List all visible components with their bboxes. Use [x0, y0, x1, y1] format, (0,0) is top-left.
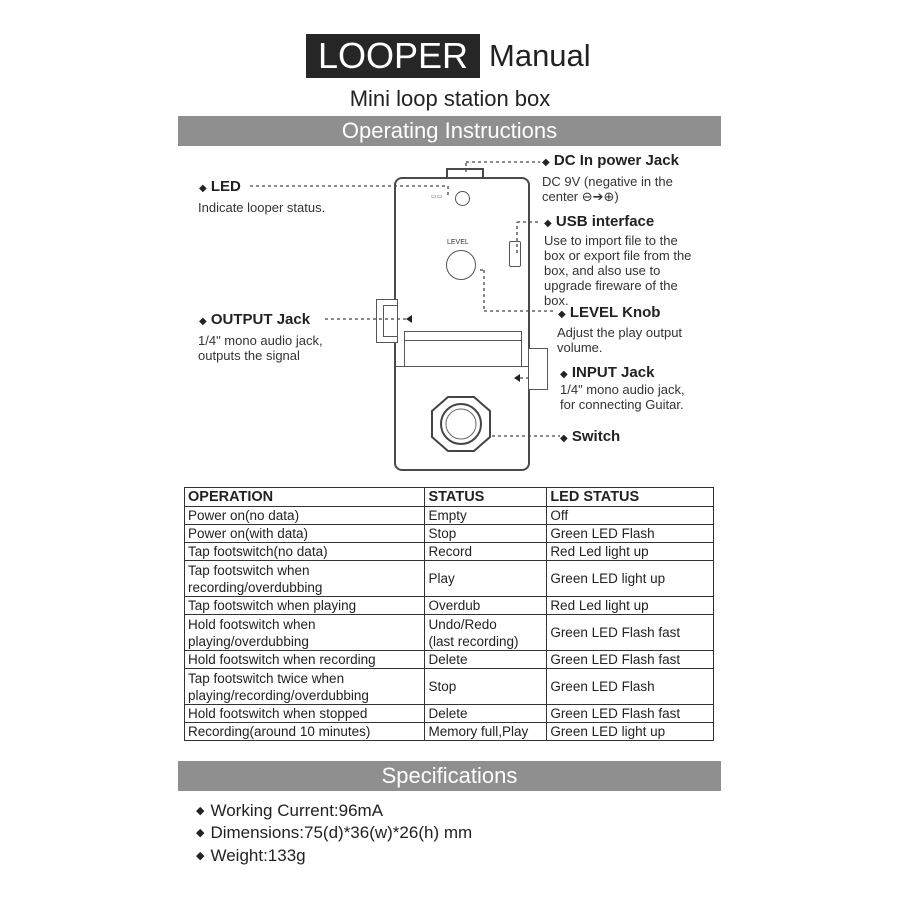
- specifications-header: Specifications: [178, 761, 721, 791]
- cell-operation: Tap footswitch twice when playing/recording/overdubbing: [185, 669, 425, 705]
- bullet-icon: ◆: [558, 309, 566, 320]
- callout-led-desc: Indicate looper status.: [198, 200, 326, 215]
- cell-operation: Tap footswitch when recording/overdubbing: [185, 561, 425, 597]
- header-operation: OPERATION: [185, 488, 425, 507]
- operations-table: [184, 487, 714, 741]
- cell-operation: Recording(around 10 minutes): [185, 723, 425, 741]
- callout-output-desc: 1/4" mono audio jack, outputs the signal: [198, 333, 323, 363]
- brand-title: LOOPER: [306, 34, 480, 78]
- cell-led-status: Green LED light up: [547, 723, 714, 741]
- header-status: STATUS: [425, 488, 547, 507]
- bullet-icon: ◆: [196, 850, 205, 862]
- spec-working-current: ◆ Working Current:96mA: [196, 801, 384, 820]
- spec-weight: ◆ Weight:133g: [196, 846, 306, 865]
- callout-led: ◆ LED: [199, 178, 241, 195]
- cell-led-status: Red Led light up: [547, 597, 714, 615]
- cell-status: Undo/Redo (last recording): [425, 615, 547, 651]
- bullet-icon: ◆: [199, 316, 207, 327]
- level-knob-label: LEVEL: [447, 239, 469, 246]
- callout-dc-jack: ◆ DC In power Jack: [542, 152, 679, 169]
- header-led-status: LED STATUS: [547, 488, 714, 507]
- cell-status: Overdub: [425, 597, 547, 615]
- bullet-icon: ◆: [196, 827, 205, 839]
- callout-usb: ◆ USB interface: [544, 213, 655, 230]
- cell-operation: Hold footswitch when playing/overdubbing: [185, 615, 425, 651]
- bullet-icon: ◆: [560, 369, 568, 380]
- operating-instructions-header: Operating Instructions: [178, 116, 721, 146]
- cell-led-status: Green LED light up: [547, 561, 714, 597]
- cell-status: Stop: [425, 525, 547, 543]
- table-header-row: [185, 488, 714, 507]
- table-row: [185, 615, 714, 651]
- bullet-icon: ◆: [542, 157, 550, 168]
- cell-operation: Tap footswitch when playing: [185, 597, 425, 615]
- callout-level-knob: ◆ LEVEL Knob: [558, 304, 661, 321]
- table-row: [185, 561, 714, 597]
- table-row: [185, 705, 714, 723]
- led-mini-label: ▭▭: [431, 194, 443, 200]
- callout-switch: ◆ Switch: [560, 428, 621, 445]
- bullet-icon: ◆: [544, 218, 552, 229]
- cell-led-status: Green LED Flash: [547, 669, 714, 705]
- table-body: [185, 507, 714, 741]
- cell-operation: Power on(with data): [185, 525, 425, 543]
- table-row: [185, 525, 714, 543]
- subtitle: Mini loop station box: [349, 86, 551, 111]
- cell-led-status: Red Led light up: [547, 543, 714, 561]
- callout-usb-desc: Use to import file to the box or export file from the box, and also use to upgrade fireware of the box.: [544, 233, 692, 308]
- cell-status: Delete: [425, 705, 547, 723]
- table-row: [185, 543, 714, 561]
- callout-dc-desc: DC 9V (negative in the center ⊖➔⊕): [542, 174, 673, 204]
- cell-status: Memory full,Play: [425, 723, 547, 741]
- callout-input-jack: ◆ INPUT Jack: [560, 364, 655, 381]
- cell-led-status: Green LED Flash: [547, 525, 714, 543]
- cell-led-status: Green LED Flash fast: [547, 705, 714, 723]
- cell-led-status: Green LED Flash fast: [547, 651, 714, 669]
- table-row: [185, 597, 714, 615]
- cell-operation: Power on(no data): [185, 507, 425, 525]
- bullet-icon: ◆: [199, 183, 207, 194]
- cell-led-status: Green LED Flash fast: [547, 615, 714, 651]
- cell-status: Stop: [425, 669, 547, 705]
- manual-title: Manual: [489, 38, 591, 73]
- cell-status: Record: [425, 543, 547, 561]
- callout-level-desc: Adjust the play output volume.: [557, 325, 683, 355]
- callout-input-desc: 1/4" mono audio jack, for connecting Guitar.: [560, 382, 685, 412]
- cell-status: Empty: [425, 507, 547, 525]
- spec-dimensions: ◆ Dimensions:75(d)*36(w)*26(h) mm: [196, 823, 473, 842]
- table-row: [185, 507, 714, 525]
- cell-operation: Tap footswitch(no data): [185, 543, 425, 561]
- cell-operation: Hold footswitch when recording: [185, 651, 425, 669]
- cell-operation: Hold footswitch when stopped: [185, 705, 425, 723]
- table-row: [185, 651, 714, 669]
- callout-output-jack: ◆ OUTPUT Jack: [199, 311, 311, 328]
- cell-status: Play: [425, 561, 547, 597]
- table-row: [185, 723, 714, 741]
- cell-status: Delete: [425, 651, 547, 669]
- table-row: [185, 669, 714, 705]
- bullet-icon: ◆: [560, 433, 568, 444]
- cell-led-status: Off: [547, 507, 714, 525]
- bullet-icon: ◆: [196, 805, 205, 817]
